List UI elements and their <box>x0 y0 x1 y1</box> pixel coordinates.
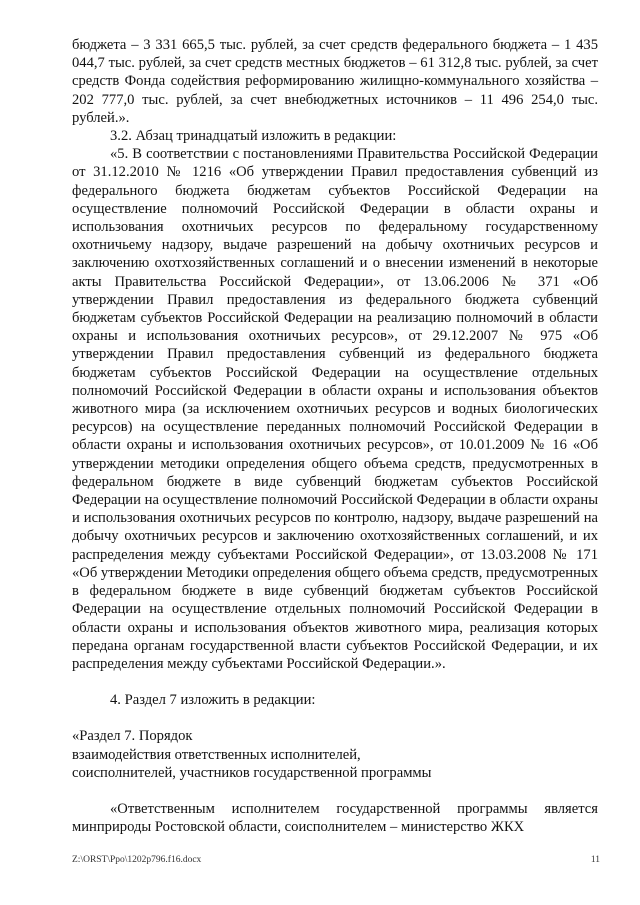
footer-page-number: 11 <box>590 855 600 865</box>
section-heading-line-2: взаимодействия ответственных исполнителей, <box>72 746 361 763</box>
section-heading-line-3: соисполнителей, участников государственной программы <box>72 764 432 781</box>
document-body <box>72 36 598 836</box>
paragraph-responsible-executor: «Ответственным исполнителем государственной программы является минприроды Ростовской области, соисполнителем – министерство ЖКХ <box>72 800 598 836</box>
section-heading-line-1: «Раздел 7. Порядок <box>72 728 193 745</box>
paragraph-spacer <box>72 709 598 727</box>
paragraph-section-7-intro: 4. Раздел 7 изложить в редакции: <box>110 692 316 709</box>
footer-file-path: Z:\ORST\Ppo\1202p796.f16.docx <box>72 855 202 865</box>
paragraph-resolutions: «5. В соответствии с постановлениями Правительства Российской Федерации от 31.12.2010 № 1216 «Об утверждении Правил предоставления субвенций из федерального бюджета бюджетам субъектов Российской Федерации на осуществление полномочий Российской Федерации в области охраны и использования охотничьих ресурсов по федеральному государственному охотничьему надзору, выдаче разрешений на добычу охотничьих ресурсов и заключению охотхозяйственных соглашений и о внесении изменений в некоторые акты Правительства Российской Федерации», от 13.06.2006 № 371 «Об утверждении Правил предоставления из федерального бюджета субвенций бюджетам субъектов Российской Федерации на реализацию полномочий в области охраны и использования охотничьих ресурсов», от 29.12.2007 № 975 «Об утверждении Правил предоставления субвенций из федерального бюджета бюджетам субъектов Российской Федерации на осуществление отдельных полномочий Российской Федерации в области охраны и использования объектов животного мира (за исключением охотничьих ресурсов и водных биологических ресурсов) на осуществление переданных полномочий Российской Федерации в области охраны и использования охотничьих ресурсов», от 10.01.2009 № 16 «Об утверждении методики определения общего объема средств, предусмотренных в федеральном бюджете в виде субвенций бюджетам субъектов Российской Федерации на осуществление полномочий Российской Федерации в области охраны и использования охотничьих ресурсов по контролю, надзору, выдаче разрешений на добычу охотничьих ресурсов и заключению охотхозяйственных соглашений, и их распределения между субъектами Российской Федерации», от 13.03.2008 № 171 «Об утверждении Методики определения общего объема средств, предусмотренных в федеральном бюджете в виде субвенций бюджетам субъектов Российской Федерации на осуществление отдельных полномочий Российской Федерации в области охраны и использования объектов животного мира, реализация которых передана органам государственной власти субъектов Российской Федерации, и их распределения между субъектами Российской Федерации.». <box>72 146 598 672</box>
paragraph-budget-continuation: бюджета – 3 331 665,5 тыс. рублей, за счет средств федерального бюджета – 1 435 044,7 тыс. рублей, за счет средств местных бюджетов – 61 312,8 тыс. рублей, за счет средств Фонда содействия реформированию жилищно-коммунального хозяйства – 202 777,0 тыс. рублей, за счет внебюджетных источников – 11 496 254,0 тыс. рублей.». <box>72 37 598 126</box>
paragraph-3-2: 3.2. Абзац тринадцатый изложить в редакции: <box>110 128 397 145</box>
paragraph-spacer <box>72 673 598 691</box>
paragraph-spacer <box>72 782 598 800</box>
